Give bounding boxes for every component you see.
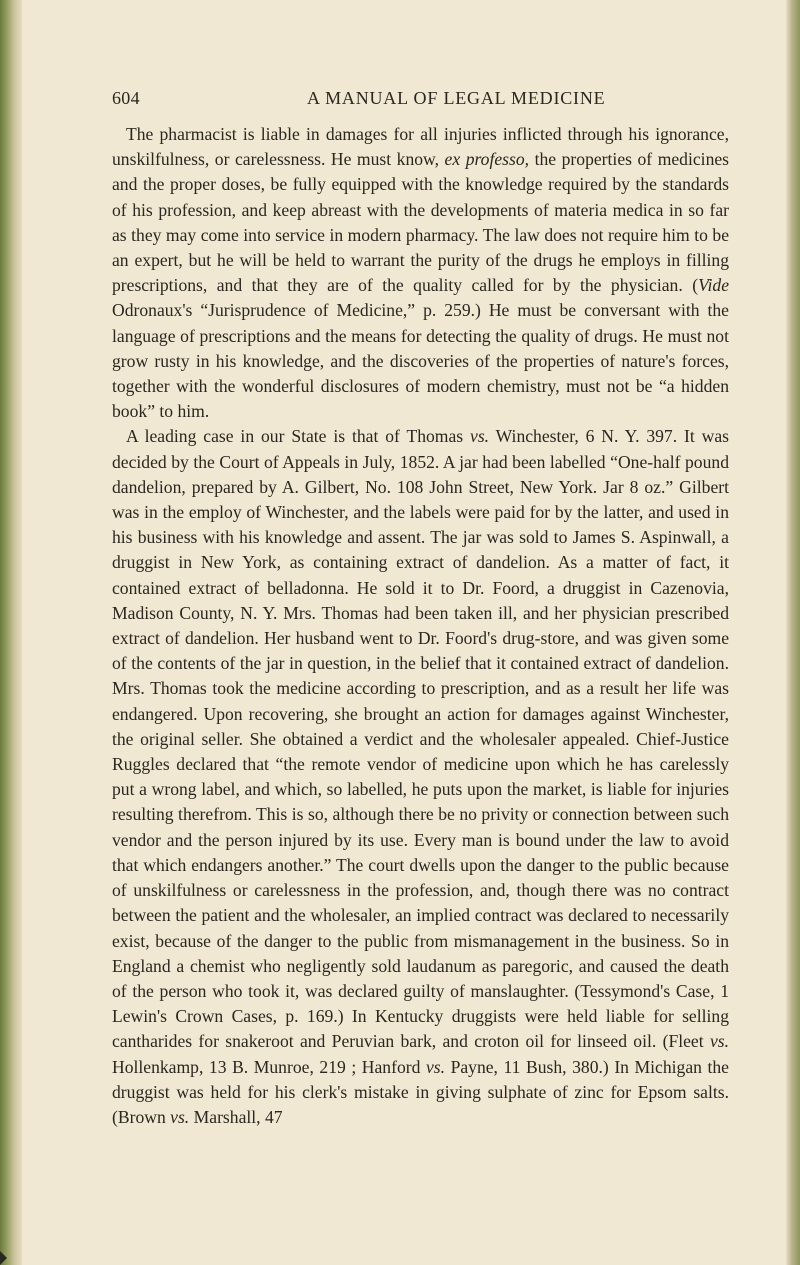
italic-text: vs. <box>470 426 490 447</box>
text-segment: Marshall, 47 <box>189 1106 283 1127</box>
italic-text: vs. <box>425 1056 446 1077</box>
italic-text: Vide <box>698 275 729 296</box>
book-gutter <box>0 0 22 1265</box>
book-page <box>22 0 786 1265</box>
paragraph <box>112 122 729 424</box>
italic-text: vs. <box>170 1106 190 1127</box>
page-edge <box>786 0 800 1265</box>
italic-text: vs. <box>709 1031 729 1052</box>
text-segment: The pharmacist is liable in damages for all injuries inflicted through his ignorance, unskilfulness, or carelessness. He must know, <box>112 124 729 170</box>
text-segment: Hollenkamp, 13 B. Munroe, 219 ; Hanford <box>112 1056 426 1077</box>
page-number: 604 <box>112 88 140 108</box>
running-title: A MANUAL OF LEGAL MEDICINE <box>307 88 606 108</box>
corner-mark <box>0 1251 7 1265</box>
text-segment: Winchester, 6 N. Y. 397. It was decided by the Court of Appeals in July, 1852. A jar had been labelled “One-half pound dandelion, prepared by A. Gilbert, No. 108 John Street, New York. Jar 8 oz.” Gilbert was in the employ of Winchester, and the labels were paid for by the latter, and used in his business with his knowledge and assent. The jar was sold to James S. Aspinwall, a druggist in New York, as containing extract of dandelion. As a matter of fact, it contained extract of belladonna. He sold it to Dr. Foord, a druggist in Cazenovia, Madison County, N. Y. Mrs. Thomas had been taken ill, and her physician prescribed extract of dandelion. Her husband went to Dr. Foord's drug-store, and was given some of the contents of the jar in question, in the belief that it contained extract of dandelion. Mrs. Thomas took the medicine according to prescription, and as a result her life was endangered. Upon recovering, she brought an action for damages against Winchester, the original seller. She obtained a verdict and the wholesaler appealed. Chief-Justice Ruggles declared that “the remote vendor of medicine upon which he has carelessly put a wrong label, and which, so labelled, he puts upon the market, is liable for injuries resulting therefrom. This is so, although there be no privity or connection between such vendor and the person injured by its use. Every man is bound under the law to avoid that which endangers another.” The court dwells upon the danger to the public because of unskilfulness or carelessness in the profession, and, though there was no contract between the patient and the wholesaler, an implied contract was declared to necessarily exist, because of the danger to the public from mismanagement in the business. So in England a chemist who negligently sold laudanum as paregoric, and caused the death of the person who took it, was declared guilty of manslaughter. (Tessymond's Case, 1 Lewin's Crown Cases, p. 169.) In Kentucky druggists were held liable for selling cantharides for snakeroot and Peruvian bark, and croton oil for linseed oil. (Fleet <box>112 426 729 1052</box>
page-header <box>112 88 712 112</box>
paragraph <box>112 424 729 1130</box>
italic-text: ex professo, <box>444 149 530 170</box>
text-segment: Odronaux's “Jurisprudence of Medicine,” p. 259.) He must be conversant with the language of prescriptions and the means for detecting the quality of drugs. He must not grow rusty in his knowledge, and the discoveries of the properties of nature's forces, together with the wonderful disclosures of modern chemistry, must not be “a hidden book” to him. <box>112 300 729 422</box>
body-text <box>112 122 729 1130</box>
text-segment: A leading case in our State is that of Thomas <box>126 426 471 447</box>
text-segment: Payne, 11 Bush, 380.) In Michigan the druggist was held for his clerk's mistake in giving sulphate of zinc for Epsom salts. (Brown <box>112 1056 729 1127</box>
text-segment: the properties of medicines and the proper doses, be fully equipped with the knowledge required by the standards of his profession, and keep abreast with the developments of materia medica in so far as they may come into service in modern pharmacy. The law does not require him to be an expert, but he will be held to warrant the purity of the drugs he employs in filling prescriptions, and that they are of the quality called for by the physician. ( <box>112 149 730 296</box>
